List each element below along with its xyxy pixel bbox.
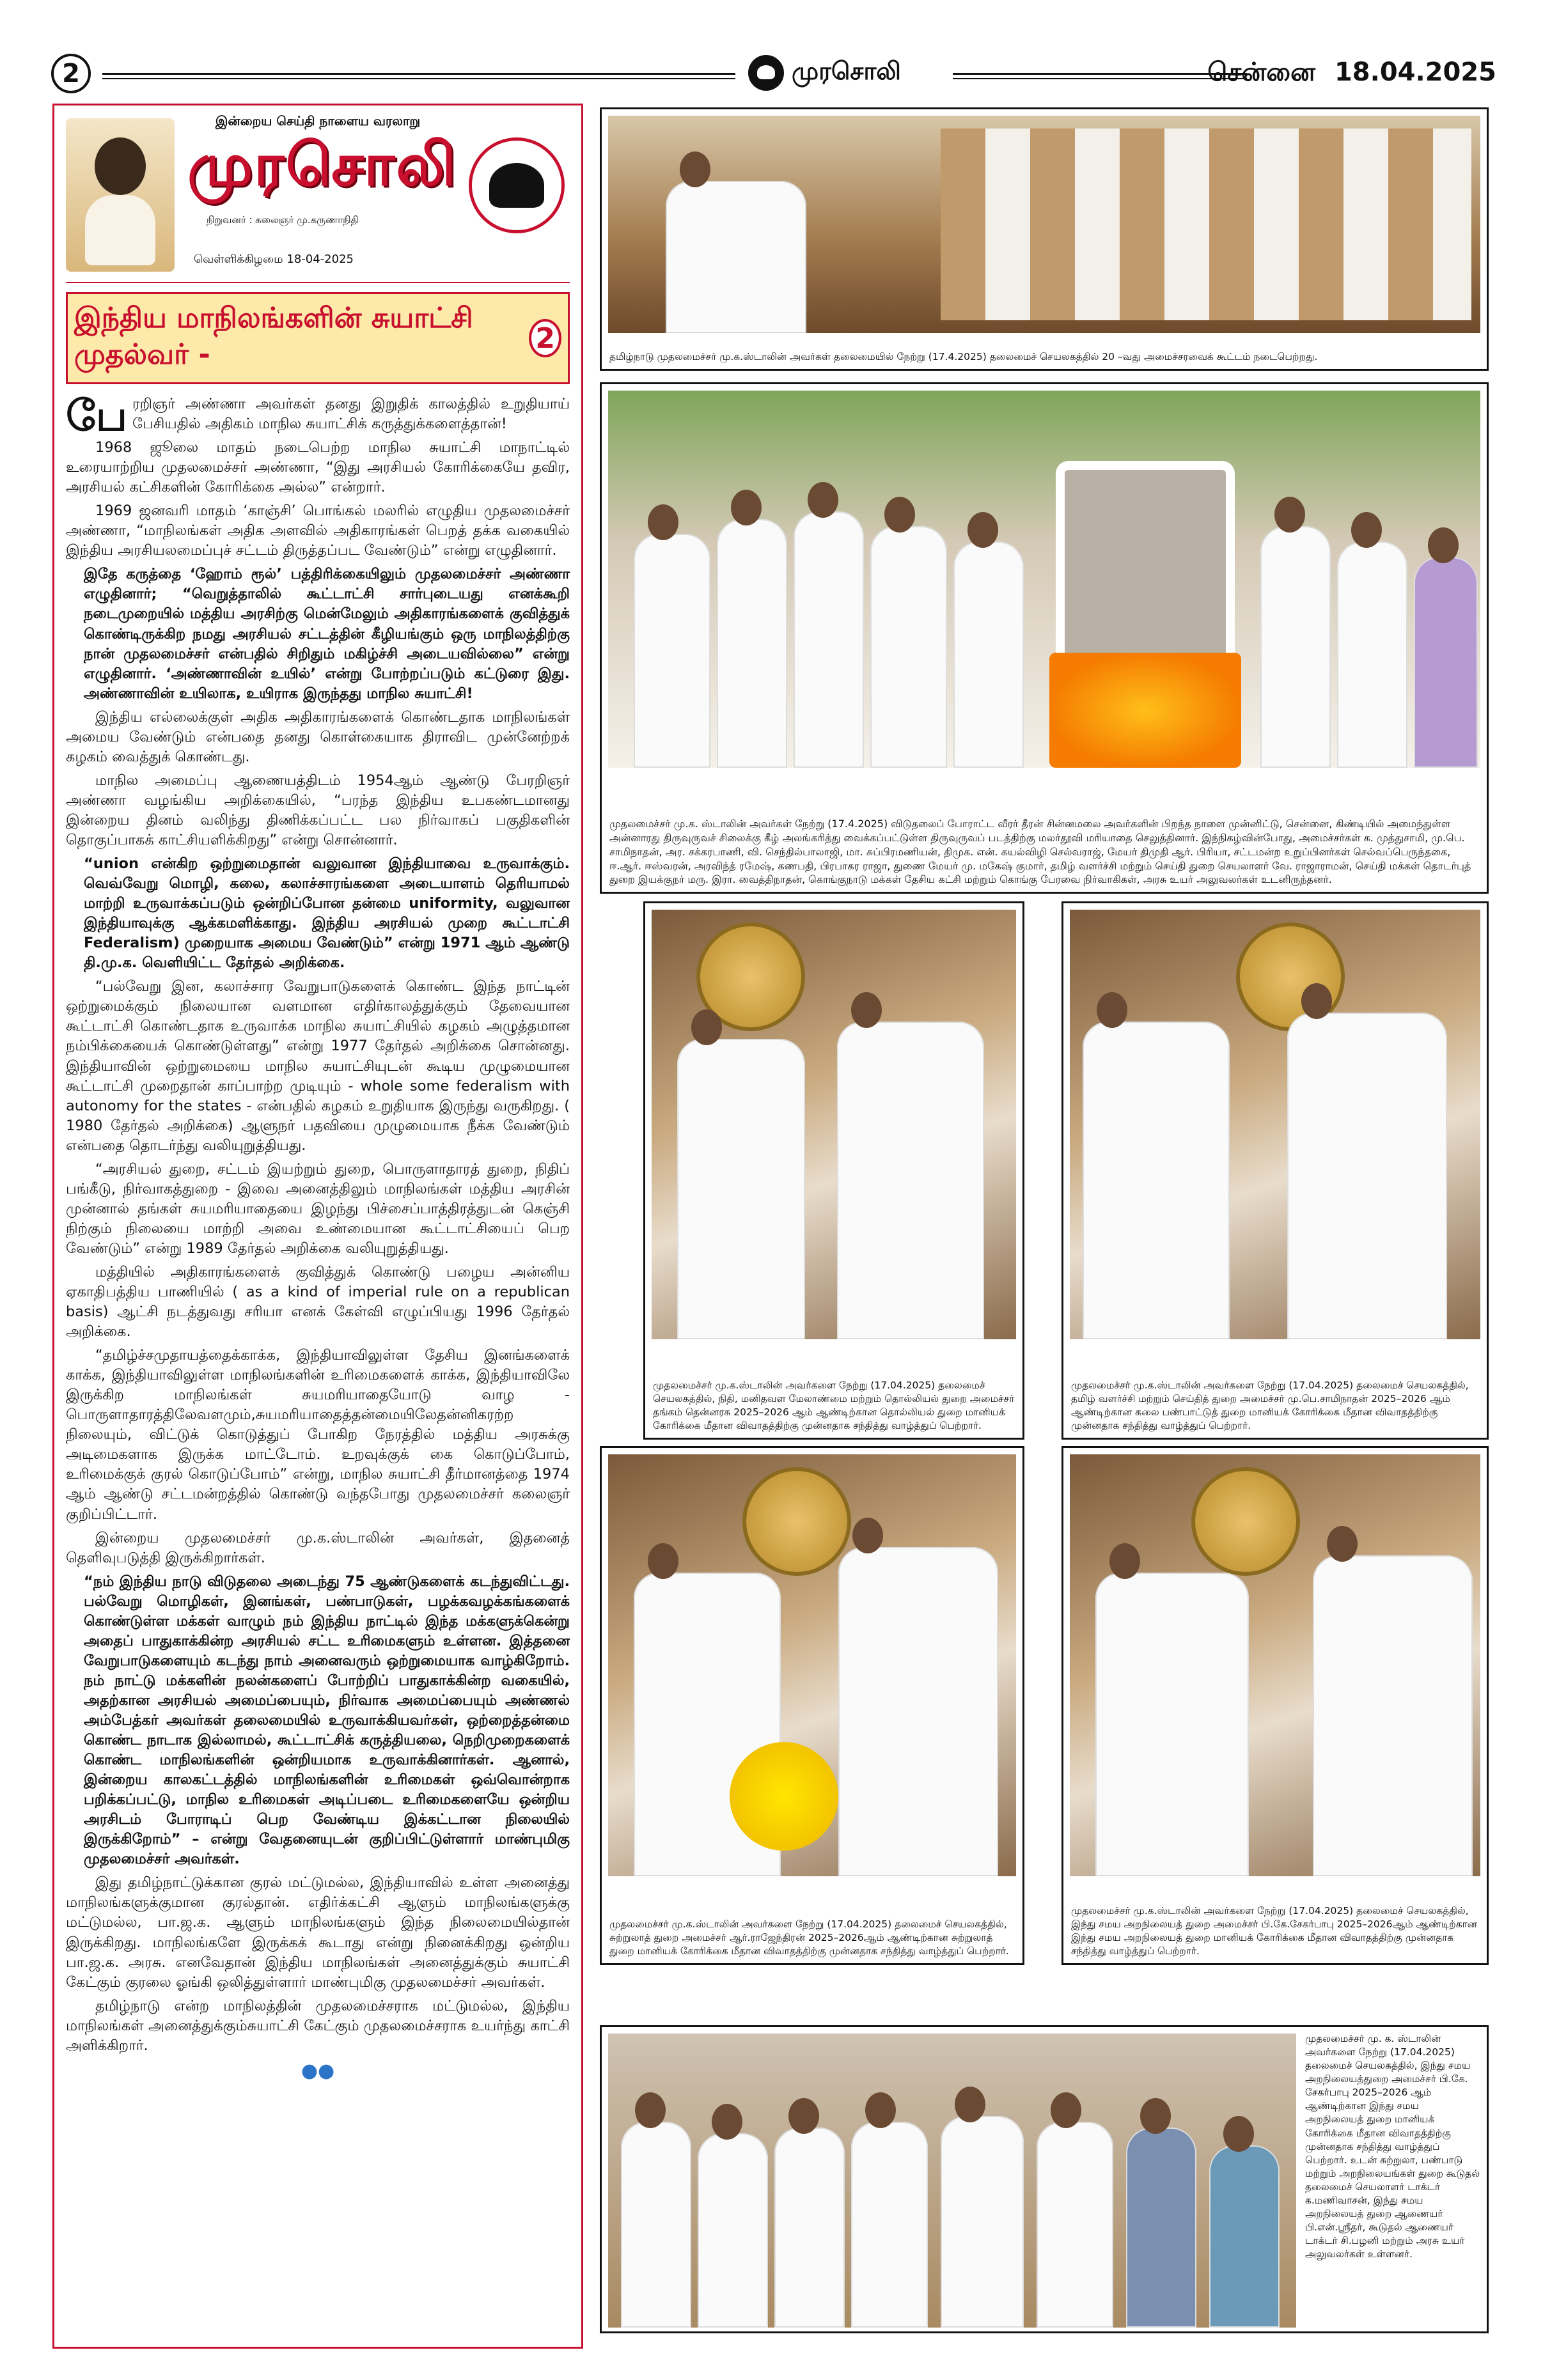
paragraph-text: “தமிழ்ச்சமுதாயத்தைக்காக்க, இந்தியாவிலுள்ள தேசிய இனங்களைக் காக்க, இந்தியாவிலுள்ள மாநிலங்களின் உரிமைகளைக் காக்க, இந்தியாவிலே இருக்கிற மாநிலங்கள் சுயமரியாதையோடு வாழ - பொருளாதாரத்திலேவளமும்,சுயமரியாதைத்தன்மையிலேதன்னிகரற்ற நிலையும், விட்டுக் கொடுத்துப் போகிற நேரத்தில் மத்திய அரசுக்கு அடிமைகளாக இருக்க மாட்டோம். உறவுக்குக் கை கொடுப்போம், உரிமைக்குக் குரல் கொடுப்போம்” என்று, மாநில சுயாட்சி தீர்மானத்தை 1974 ஆம் ஆண்டு சட்டமன்றத்தில் கொண்டு வந்தபோது முதலமைச்சர் கலைஞர் குறிப்பிட்டார். [66,1347,570,1523]
article-paragraph [66,1873,570,1992]
article-paragraph [66,1572,570,1870]
article-paragraph [66,1263,570,1342]
meeting-photo-image [1070,1454,1480,1876]
article-paragraph [66,771,570,850]
photo-saminathan [1061,901,1489,1440]
paragraph-text: இது தமிழ்நாட்டுக்கான குரல் மட்டுமல்ல, இந்தியாவில் உள்ள அனைத்து மாநிலங்களுக்குமான குரல்தான். எதிர்க்கட்சி ஆளும் மாநிலங்களுக்கு மட்டுமல்ல, பா.ஜ.க. ஆளும் மாநிலங்களும் இந்த நிலைமையில்தான் இருக்கிறது. மாநிலங்களே இருக்கக் கூடாது என்று நினைக்கிறது ஒன்றிய பா.ஜ.க. அரசு. எனவேதான் இந்திய மாநிலங்கள் அனைத்துக்கும் சுயாட்சி கேட்கும் குரலை ஓங்கி ஒலித்துள்ளார் மாண்புமிகு முதலமைச்சர் அவர்கள். [66,1874,570,1991]
chief-minister-figure [666,181,806,333]
header-date: 18.04.2025 [1334,58,1496,87]
elephant-logo-icon [748,55,784,91]
cabinet-table [941,128,1471,320]
paragraph-text: “பல்வேறு இன, கலாச்சார வேறுபாடுகளைக் கொண்ட இந்த நாட்டின் ஒற்றுமைக்கும் நிலையான வளமான எதிர்காலத்துக்கும் தேவையான கூட்டாட்சி கொண்டதாக உருவாக்க மாநில சுயாட்சியில் கழகம் அழுத்தமான நம்பிக்கையைக் கொண்டுள்ளது” என்று 1977 தேர்தல் அறிக்கை சொன்னது. இந்தியாவின் ஒற்றுமையை மாநில சுயாட்சியுடன் கூடிய முழுமையான கூட்டாட்சி முறைதான் காப்பாற்ற முடியும் - whole some federalism with autonomy for the states - என்பதில் கழகம் உறுதியாக இருந்து வருகிறது. ( 1980 தேர்தல் அறிக்கை) ஆளுநர் பதவியை முழுமையாக நீக்க வேண்டும் என்பதை தொடர்ந்து வலியுறுத்தியது. [66,978,570,1154]
group-photo-image [608,2034,1296,2328]
statue-photo-image [608,391,1480,768]
article-paragraph [66,854,570,973]
article-paragraph [66,1346,570,1524]
paragraph-text: இந்திய எல்லைக்குள் அதிக அதிகாரங்களைக் கொண்டதாக மாநிலங்கள் அமைய வேண்டும் என்பதை தனது கொள்கையாக திராவிட முன்னேற்றக் கழகம் வைத்துக் கொண்டது. [66,708,570,765]
article-paragraph [66,391,570,440]
article-paragraph [66,501,570,561]
dmk-seal-icon [469,137,565,233]
paragraph-text: 1968 ஜூலை மாதம் நடைபெற்ற மாநில சுயாட்சி மாநாட்டில் உரையாற்றிய முதலமைச்சர் அண்ணா, “இது அரசியல் கோரிக்கையே தவிர, அரசியல் கட்சிகளின் கோரிக்கை அல்ல” என்றார். [66,439,570,496]
page-number: 2 [51,54,91,93]
end-mark: ●● [301,2059,335,2082]
header-rule-left-2 [102,78,735,79]
header-center [748,55,901,91]
photo-cabinet-meeting [600,107,1489,371]
part-number-badge: 2 [529,319,561,357]
paragraph-text: “union என்கிற ஒற்றுமைதான் வலுவான இந்தியாவை உருவாக்கும். வெவ்வேறு மொழி, கலை, கலாச்சாரங்களை அடையாளம் தெரியாமல் மாற்றி உருவாக்கப்படும் ஒன்றிப்போன தன்மை uniformity, வலுவான இந்தியாவுக்கு ஆக்கமளிக்காது. இந்திய அரசியல் முறை கூட்டாட்சி Federalism) முறையாக அமைய வேண்டும்” என்று 1971 ஆம் ஆண்டு தி.மு.க. வெளியிட்ட தேர்தல் அறிக்கை. [84,855,570,972]
photo-caption: முதலமைச்சர் மு.க.ஸ்டாலின் அவர்களை நேற்று (17.04.2025) தலைமைச் செயலகத்தில், சுற்றுலாத் துறை அமைச்சர் ஆர்.ராஜேந்திரன் 2025–2026ஆம் ஆண்டிற்கான சுற்றுலாத் துறை மானியக் கோரிக்கை மீதான விவாதத்திற்கு முன்னதாக சந்தித்து வாழ்த்துப் பெற்றார். [609,1918,1009,1957]
photo-caption: முதலமைச்சர் மு.க.ஸ்டாலின் அவர்களை நேற்று (17.04.2025) தலைமைச் செயலகத்தில், இந்து சமய அறநிலையத் துறை அமைச்சர் பி.கே.சேகர்பாபு 2025–2026ஆம் ஆண்டிற்கான இந்து சமய அறநிலையத் துறை மானியக் கோரிக்கை மீதான விவாதத்திற்கு முன்னதாக சந்தித்து வாழ்த்துப் பெற்றார். [1071,1904,1477,1957]
masthead [66,112,570,283]
masthead-brand: முரசொலி [187,130,457,199]
paragraph-text: தமிழ்நாடு என்ற மாநிலத்தின் முதலமைச்சராக மட்டுமல்ல, இந்திய மாநிலங்கள் அனைத்துக்கும்சுயாட்சி கேட்கும் முதலமைச்சராக உயர்ந்து காட்சி அளிக்கிறார். [66,1997,570,2054]
paragraph-text: “நம் இந்திய நாடு விடுதலை அடைந்து 75 ஆண்டுகளைக் கடந்துவிட்டது. பல்வேறு மொழிகள், இனங்கள், பண்பாடுகள், பழக்கவழக்கங்களைக் கொண்டுள்ள மக்கள் வாழும் நம் இந்திய நாட்டில் இந்த மக்களுக்கென்று அதைப் பாதுகாக்கின்ற அரசியல் சட்ட உரிமைகளும் உள்ளன. இத்தனை வேறுபாடுகளையும் கடந்து நாம் அனைவரும் ஒற்றுமையாக வாழ்கிறோம். நம் நாட்டு மக்களின் நலன்களைப் போற்றிப் பாதுகாக்கின்ற வகையில், அதற்கான அரசியல் அமைப்பையும், நிர்வாக அமைப்பையும் அண்ணல் அம்பேத்கர் அவர்கள் தலைமையில் உருவாக்கியவர்கள், ஒற்றைத்தன்மை கொண்ட நாடாக இல்லாமல், கூட்டாட்சிக் கருத்தியலை, நெறிமுறைகளைக் கொண்ட மாநிலங்களின் ஒன்றியமாக உருவாக்கினார்கள். ஆனால், இன்றைய காலகட்டத்தில் மாநிலங்களின் உரிமைகள் ஒவ்வொன்றாக பறிக்கப்பட்டு, மாநில உரிமைகள் அடிப்படை உரிமைகளையே ஒன்றிய அரசிடம் போராடிப் பெற வேண்டிய இக்கட்டான நிலையில் இருக்கிறோம்” – என்று வேதனையுடன் குறிப்பிட்டுள்ளார் மாண்புமிகு முதலமைச்சர் அவர்கள். [84,1573,570,1868]
masthead-founder: நிறுவனர் : கலைஞர் மு.கருணாநிதி [207,214,359,226]
state-emblem [1191,1467,1300,1576]
photo-thangam-thennarasu [643,901,1024,1440]
article-paragraph [66,977,570,1155]
header-city: சென்னை [1207,58,1315,87]
header-rule-right [953,73,1247,75]
photo-rajendran [600,1446,1024,1965]
flower-basket [730,1742,838,1851]
article-paragraph [66,1160,570,1259]
paragraph-text: இன்றைய முதலமைச்சர் மு.க.ஸ்டாலின் அவர்கள், இதனைத் தெளிவுபடுத்தி இருக்கிறார்கள். [66,1529,570,1566]
paragraph-text: ரறிஞர் அண்ணா அவர்கள் தனது இறுதிக் காலத்தில் உறுதியாய் பேசியதில் அதிகம் மாநில சுயாட்சிக் கருத்துக்களைத்தான்! [132,396,570,433]
state-emblem [742,1467,851,1576]
article-body [66,391,570,2056]
photo-caption: முதலமைச்சர் மு. க. ஸ்டாலின் அவர்களை நேற்று (17.04.2025) தலைமைச் செயலகத்தில், இந்து சமய அறநிலையத்துறை அமைச்சர் பி.கே. சேகர்பாபு 2025–2026 ஆம் ஆண்டிற்கான இந்து சமய அறநிலையத் துறை மானியக் கோரிக்கை மீதான விவாதத்திற்கு முன்னதாக சந்தித்து வாழ்த்துப் பெற்றார். உடன் சுற்றுலா, பண்பாடு மற்றும் அறநிலையங்கள் துறை கூடுதல் தலைமைச் செயலாளர் டாக்டர் க.மணிவாசன், இந்து சமய அறநிலையத் துறை ஆணையர் பி.என்.ஸ்ரீதர், கூடுதல் ஆணையர் டாக்டர் சி.பழனி மற்றும் அரசு உயர் அலுவலர்கள் உள்ளனர். [1305,2033,1480,2260]
article-paragraph [66,564,570,703]
kalaignar-portrait [66,118,175,272]
cabinet-photo-image [608,116,1480,333]
page-header [51,54,1496,98]
photo-sekarbabu [1061,1446,1489,1965]
flower-garland [1049,653,1241,768]
paragraph-text: மத்தியில் அதிகாரங்களைக் குவித்துக் கொண்டு பழைய அன்னிய ஏகாதிபத்திய பாணியில் ( as a kind of imperial rule on a republican basis) ஆட்சி நடத்துவது சரியா எனக் கேள்வி எழுப்பியது 1996 தேர்தல் அறிக்கை. [66,1263,570,1341]
headline-text: இந்திய மாநிலங்களின் சுயாட்சி முதல்வர் - [74,302,473,371]
header-right [1207,58,1496,90]
article-paragraph [66,438,570,497]
paragraph-text: “அரசியல் துறை, சட்டம் இயற்றும் துறை, பொருளாதாரத் துறை, நிதிப் பங்கீடு, நிர்வாகத்துறை - இவை அனைத்திலும் மாநிலங்கள் மத்திய அரசின் முன்னால் தங்கள் சுயமரியாதையை இழந்து பிச்சைப்பாத்திரத்துடன் கெஞ்சி நிற்கும் நிலையை மாற்றி அவை உண்மையான கூட்டாட்சியைப் பெற வேண்டும்” என்று 1989 தேர்தல் அறிக்கை வலியுறுத்தியது. [66,1160,570,1257]
photo-caption: முதலமைச்சர் மு.க.ஸ்டாலின் அவர்களை நேற்று (17.04.2025) தலைமைச் செயலகத்தில், தமிழ் வளர்ச்சி மற்றும் செய்தித் துறை அமைச்சர் மு.பெ.சாமிநாதன் 2025–2026 ஆம் ஆண்டிற்கான கலை பண்பாட்டுத் துறை மானியக் கோரிக்கை மீதான விவாதத்திற்கு முன்னதாக சந்தித்து வாழ்த்துப் பெற்றார். [1071,1379,1469,1431]
header-rule-left [102,73,735,75]
meeting-photo-image [652,910,1016,1339]
editorial-column [52,104,583,2349]
meeting-photo-image [1070,910,1480,1339]
photo-caption: முதலமைச்சர் மு.க.ஸ்டாலின் அவர்களை நேற்று (17.04.2025) தலைமைச் செயலகத்தில், நிதி, மனிதவள மேலாண்மை மற்றும் தொல்லியல் துறை அமைச்சர் தங்கம் தென்னரசு 2025–2026 ஆம் ஆண்டிற்கான தொல்லியல் துறை மானியக் கோரிக்கை மீதான விவாதத்திற்கு முன்னதாக சந்தித்து வாழ்த்துப் பெற்றார். [653,1379,1015,1431]
drop-cap: பே [66,391,127,440]
masthead-tagline: இன்றைய செய்தி நாளைய வரலாறு [215,113,421,128]
article-paragraph [66,1528,570,1568]
photo-caption: தமிழ்நாடு முதலமைச்சர் மு.க.ஸ்டாலின் அவர்கள் தலைமையில் நேற்று (17.4.2025) தலைமைச் செயலகத்தில் 20 –வது அமைச்சரவைக் கூட்டம் நடைபெற்றது. [609,350,1318,362]
photo-caption: முதலமைச்சர் மு.க. ஸ்டாலின் அவர்கள் நேற்று (17.4.2025) விடுதலைப் போராட்ட வீரர் தீரன் சின்னமலை அவர்களின் பிறந்த நாளை முன்னிட்டு, சென்னை, கிண்டியில் அமைந்துள்ள அன்னாரது திருவுருவச் சிலைக்கு கீழ் அலங்கரித்து வைக்கப்பட்டுள்ள திருவுருவப் படத்திற்கு மலர்தூவி மரியாதை செலுத்தினார். இந்நிகழ்வின்போது, அமைச்சர்கள் க. முத்துசாமி, மு.பெ. சாமிநாதன், அர. சக்கரபாணி, வி. செந்தில்பாலாஜி, மா. சுப்பிரமணியன், திமுக. என். கயல்விழி செல்வராஜ், மேயர் திமுதி ஆர். பிரியா, சட்டமன்ற உறுப்பினர்கள் செல்வப்பெருந்தகை, ஈ.ஆர். ஈஸ்வரன், அரவிந்த் ரமேஷ், கணபதி, பிரபாகர ராஜா, துணை மேயர் மு. மகேஷ் குமார், தமிழ் வளர்ச்சி மற்றும் செய்தி துறை செயலாளர் வே. ராஜாராமன், செய்தி மக்கள் தொடர்புத் துறை இயக்குநர் மரு. இரா. வைத்திநாதன், கொங்குநாடு மக்கள் தேசிய கட்சி மற்றும் கொங்கு பேரவை நிர்வாகிகள், அரசு உயர் அலுவலர்கள் உடனிருந்தனர். [609,818,1471,886]
header-rule-right-2 [953,78,1247,79]
paragraph-text: 1969 ஜனவரி மாதம் ‘காஞ்சி’ பொங்கல் மலரில் எழுதிய முதலமைச்சர் அண்ணா, “மாநிலங்கள் அதிக அளவில் அதிகாரங்கள் பெறத் தக்க வகையில் இந்திய அரசியலமைப்புச் சட்டம் திருத்தப்பட வேண்டும்” என்று எழுதினார். [66,502,570,559]
masthead-date: வெள்ளிக்கிழமை 18-04-2025 [194,253,354,266]
article-paragraph [66,708,570,767]
paragraph-text: மாநில அமைப்பு ஆணையத்திடம் 1954ஆம் ஆண்டு பேரறிஞர் அண்ணா வழங்கிய அறிக்கையில், “பரந்த இந்திய உபகண்டமானது இன்றைய தினம் வலிந்து திணிக்கப்பட்ட பல நிர்வாகப் பகுதிகளின் தொகுப்பாகக் காட்சியளிக்கிறது” என்று சொன்னார். [66,772,570,848]
paragraph-text: இதே கருத்தை ‘ஹோம் ரூல்’ பத்திரிக்கையிலும் முதலமைச்சர் அண்ணா எழுதினார்; “வெறுத்தாலில் கூட்டாட்சி சார்புடையது எனக்கூறி நடைமுறையில் மத்திய அரசிற்கு மென்மேலும் அதிகாரங்களைக் குவித்துக் கொண்டிருக்கிற நமது அரசியல் சட்டத்தின் கீழியங்கும் ஒரு மாநிலத்திற்கு நான் முதலமைச்சர் என்பதில் சிறிதும் மகிழ்ச்சி அடையவில்லை” என்று எழுதினார். ‘அண்ணாவின் உயில்’ என்று போற்றப்படும் கட்டுரை இது. அண்ணாவின் உயிலாக, உயிராக இருந்தது மாநில சுயாட்சி! [84,566,570,702]
meeting-photo-image [608,1454,1016,1876]
photo-statue-tribute [600,382,1489,894]
photo-group [600,2025,1489,2333]
header-paper-name: முரசொலி [792,57,901,85]
article-paragraph [66,1996,570,2056]
article-headline [66,292,570,384]
